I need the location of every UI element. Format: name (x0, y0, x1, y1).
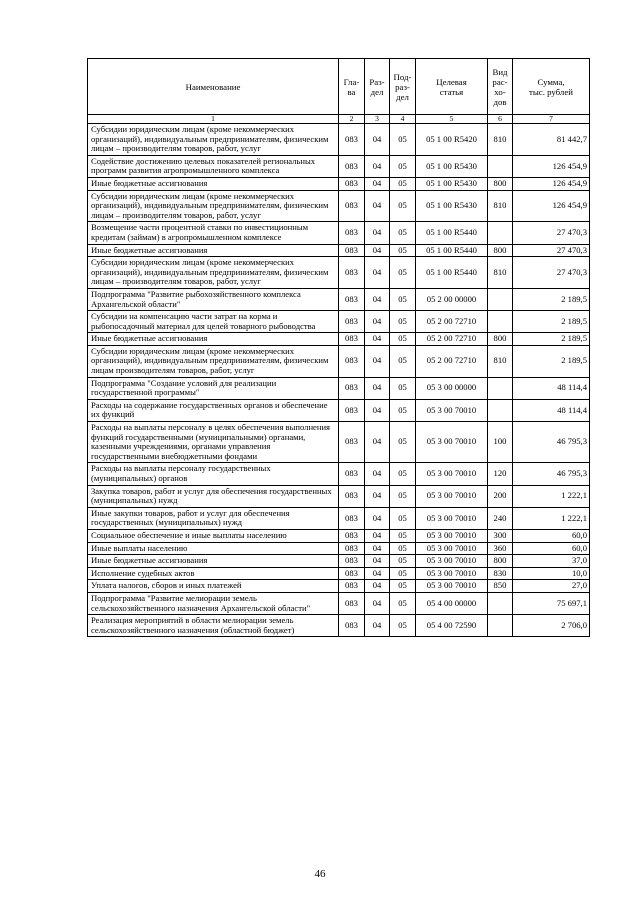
row-target-article: 05 3 00 70010 (416, 567, 488, 580)
row-amount: 2 189,5 (513, 345, 590, 377)
row-expense-type: 800 (488, 333, 513, 346)
row-subsection: 05 (390, 580, 416, 593)
row-chapter: 083 (339, 155, 365, 177)
row-name: Субсидии юридическим лицам (кроме некоммерческих организаций), индивидуальным предпринимателям, физическим лицам – производителям товаров, работ, услуг (88, 190, 339, 222)
row-name: Подпрограмма "Развитие мелиорации земель сельскохозяйственного назначения Архангельской области" (88, 592, 339, 614)
row-name: Подпрограмма "Создание условий для реализации государственной программы" (88, 377, 339, 399)
row-amount: 10,0 (513, 567, 590, 580)
header-chapter: Гла- ва (339, 59, 365, 115)
row-subsection: 05 (390, 507, 416, 529)
row-amount: 2 706,0 (513, 615, 590, 637)
row-amount: 126 454,9 (513, 155, 590, 177)
row-section: 04 (365, 345, 390, 377)
row-subsection: 05 (390, 377, 416, 399)
row-chapter: 083 (339, 190, 365, 222)
column-number: 2 (339, 115, 365, 124)
row-section: 04 (365, 615, 390, 637)
row-expense-type: 810 (488, 124, 513, 156)
row-name: Иные бюджетные ассигнования (88, 333, 339, 346)
row-amount: 1 222,1 (513, 485, 590, 507)
row-name: Иные бюджетные ассигнования (88, 177, 339, 190)
row-expense-type: 100 (488, 422, 513, 463)
row-chapter: 083 (339, 377, 365, 399)
row-target-article: 05 2 00 72710 (416, 333, 488, 346)
row-section: 04 (365, 529, 390, 542)
row-amount: 1 222,1 (513, 507, 590, 529)
row-amount: 2 189,5 (513, 288, 590, 310)
row-amount: 46 795,3 (513, 422, 590, 463)
table-row (88, 345, 590, 377)
row-subsection: 05 (390, 257, 416, 289)
row-name: Субсидии на компенсацию части затрат на корма и рыбопосадочный материал для целей товарного рыбоводства (88, 311, 339, 333)
row-name: Иные бюджетные ассигнования (88, 555, 339, 568)
row-amount: 60,0 (513, 529, 590, 542)
row-amount: 75 697,1 (513, 592, 590, 614)
row-target-article: 05 3 00 70010 (416, 555, 488, 568)
row-chapter: 083 (339, 422, 365, 463)
row-subsection: 05 (390, 567, 416, 580)
row-subsection: 05 (390, 615, 416, 637)
table-row (88, 485, 590, 507)
row-section: 04 (365, 288, 390, 310)
row-name: Субсидии юридическим лицам (кроме некоммерческих организаций), индивидуальным предпринимателям, физическим лицам – производителям товаров, работ, услуг (88, 124, 339, 156)
table-row (88, 399, 590, 421)
row-amount: 27,0 (513, 580, 590, 593)
row-name: Возмещение части процентной ставки по инвестиционным кредитам (займам) в агропромышленном комплексе (88, 222, 339, 244)
header-name: Наименование (88, 59, 339, 115)
row-target-article: 05 1 00 R5440 (416, 257, 488, 289)
row-target-article: 05 3 00 70010 (416, 529, 488, 542)
row-amount: 48 114,4 (513, 399, 590, 421)
row-name: Расходы на содержание государственных органов и обеспечение их функций (88, 399, 339, 421)
row-section: 04 (365, 155, 390, 177)
row-section: 04 (365, 567, 390, 580)
table-row (88, 190, 590, 222)
row-section: 04 (365, 311, 390, 333)
row-target-article: 05 4 00 00000 (416, 592, 488, 614)
column-number: 3 (365, 115, 390, 124)
row-name: Иные бюджетные ассигнования (88, 244, 339, 257)
row-expense-type: 200 (488, 485, 513, 507)
row-subsection: 05 (390, 244, 416, 257)
row-name: Расходы на выплаты персоналу в целях обеспечения выполнения функций государственными (муниципальными) органами, казенными учреждениями, органами управления государственными внебюджетными фондами (88, 422, 339, 463)
row-name: Иные закупки товаров, работ и услуг для обеспечения государственных (муниципальных) нужд (88, 507, 339, 529)
row-section: 04 (365, 257, 390, 289)
row-target-article: 05 3 00 70010 (416, 542, 488, 555)
row-expense-type (488, 592, 513, 614)
row-chapter: 083 (339, 507, 365, 529)
row-chapter: 083 (339, 567, 365, 580)
row-chapter: 083 (339, 555, 365, 568)
row-expense-type (488, 399, 513, 421)
row-section: 04 (365, 422, 390, 463)
row-target-article: 05 1 00 R5440 (416, 244, 488, 257)
row-target-article: 05 1 00 R5440 (416, 222, 488, 244)
row-section: 04 (365, 463, 390, 485)
row-subsection: 05 (390, 463, 416, 485)
row-target-article: 05 1 00 R5430 (416, 177, 488, 190)
row-chapter: 083 (339, 463, 365, 485)
row-name: Иные выплаты населению (88, 542, 339, 555)
row-amount: 2 189,5 (513, 311, 590, 333)
header-subsection: Под- раз- дел (390, 59, 416, 115)
row-subsection: 05 (390, 155, 416, 177)
row-expense-type: 800 (488, 555, 513, 568)
row-subsection: 05 (390, 529, 416, 542)
header-target: Целевая статья (416, 59, 488, 115)
row-section: 04 (365, 124, 390, 156)
row-chapter: 083 (339, 580, 365, 593)
row-name: Расходы на выплаты персоналу государственных (муниципальных) органов (88, 463, 339, 485)
table-row (88, 333, 590, 346)
row-expense-type: 810 (488, 190, 513, 222)
table-row (88, 124, 590, 156)
row-subsection: 05 (390, 177, 416, 190)
row-expense-type (488, 311, 513, 333)
table-row (88, 507, 590, 529)
row-target-article: 05 3 00 70010 (416, 463, 488, 485)
column-number-row (88, 115, 590, 124)
header-section: Раз- дел (365, 59, 390, 115)
row-section: 04 (365, 190, 390, 222)
table-row (88, 288, 590, 310)
row-amount: 48 114,4 (513, 377, 590, 399)
row-section: 04 (365, 592, 390, 614)
row-chapter: 083 (339, 288, 365, 310)
row-target-article: 05 3 00 70010 (416, 422, 488, 463)
table-row (88, 155, 590, 177)
table-row (88, 257, 590, 289)
row-expense-type: 120 (488, 463, 513, 485)
row-subsection: 05 (390, 422, 416, 463)
row-chapter: 083 (339, 124, 365, 156)
table-row (88, 377, 590, 399)
row-target-article: 05 1 00 R5430 (416, 190, 488, 222)
row-name: Закупка товаров, работ и услуг для обеспечения государственных (муниципальных) нужд (88, 485, 339, 507)
row-name: Подпрограмма "Развитие рыбохозяйственного комплекса Архангельской области" (88, 288, 339, 310)
row-amount: 60,0 (513, 542, 590, 555)
header-row (88, 59, 590, 115)
table-row (88, 177, 590, 190)
row-subsection: 05 (390, 190, 416, 222)
row-expense-type (488, 222, 513, 244)
table-row (88, 580, 590, 593)
budget-table (87, 58, 590, 637)
row-target-article: 05 4 00 72590 (416, 615, 488, 637)
row-expense-type (488, 377, 513, 399)
row-section: 04 (365, 333, 390, 346)
row-section: 04 (365, 580, 390, 593)
row-subsection: 05 (390, 555, 416, 568)
row-section: 04 (365, 177, 390, 190)
row-expense-type: 300 (488, 529, 513, 542)
header-expense-type: Вид рас- хо- дов (488, 59, 513, 115)
table-row (88, 567, 590, 580)
row-subsection: 05 (390, 345, 416, 377)
row-amount: 27 470,3 (513, 257, 590, 289)
table-row (88, 529, 590, 542)
table-body (88, 124, 590, 637)
row-name: Содействие достижению целевых показателей региональных программ развития агропромышленного комплекса (88, 155, 339, 177)
row-target-article: 05 3 00 70010 (416, 485, 488, 507)
row-amount: 27 470,3 (513, 222, 590, 244)
row-amount: 126 454,9 (513, 177, 590, 190)
column-number: 1 (88, 115, 339, 124)
row-amount: 2 189,5 (513, 333, 590, 346)
row-subsection: 05 (390, 542, 416, 555)
row-expense-type: 800 (488, 177, 513, 190)
row-chapter: 083 (339, 592, 365, 614)
row-subsection: 05 (390, 124, 416, 156)
row-subsection: 05 (390, 288, 416, 310)
row-chapter: 083 (339, 542, 365, 555)
row-section: 04 (365, 542, 390, 555)
table-row (88, 592, 590, 614)
row-target-article: 05 3 00 00000 (416, 377, 488, 399)
row-expense-type: 810 (488, 257, 513, 289)
row-section: 04 (365, 222, 390, 244)
row-section: 04 (365, 399, 390, 421)
row-expense-type: 850 (488, 580, 513, 593)
row-section: 04 (365, 485, 390, 507)
row-chapter: 083 (339, 244, 365, 257)
row-target-article: 05 2 00 00000 (416, 288, 488, 310)
table-row (88, 463, 590, 485)
page-number: 46 (314, 868, 326, 880)
row-target-article: 05 1 00 R5420 (416, 124, 488, 156)
row-expense-type: 360 (488, 542, 513, 555)
column-number: 5 (416, 115, 488, 124)
row-section: 04 (365, 377, 390, 399)
row-expense-type: 830 (488, 567, 513, 580)
row-expense-type (488, 155, 513, 177)
row-chapter: 083 (339, 257, 365, 289)
row-expense-type: 810 (488, 345, 513, 377)
row-chapter: 083 (339, 333, 365, 346)
row-name: Субсидии юридическим лицам (кроме некоммерческих организаций), индивидуальным предпринимателям, физическим лицам – производителям товаров, работ, услуг (88, 257, 339, 289)
row-target-article: 05 1 00 R5430 (416, 155, 488, 177)
row-chapter: 083 (339, 399, 365, 421)
row-chapter: 083 (339, 345, 365, 377)
table-row (88, 542, 590, 555)
row-chapter: 083 (339, 311, 365, 333)
row-amount: 46 795,3 (513, 463, 590, 485)
row-subsection: 05 (390, 333, 416, 346)
row-name: Социальное обеспечение и иные выплаты населению (88, 529, 339, 542)
row-chapter: 083 (339, 177, 365, 190)
row-subsection: 05 (390, 222, 416, 244)
row-target-article: 05 3 00 70010 (416, 399, 488, 421)
row-expense-type (488, 288, 513, 310)
header-amount: Сумма, тыс. рублей (513, 59, 590, 115)
row-chapter: 083 (339, 485, 365, 507)
row-amount: 27 470,3 (513, 244, 590, 257)
row-chapter: 083 (339, 615, 365, 637)
table-row (88, 222, 590, 244)
row-chapter: 083 (339, 222, 365, 244)
table-row (88, 555, 590, 568)
row-name: Реализация мероприятий в области мелиорации земель сельскохозяйственного назначения (областной бюджет) (88, 615, 339, 637)
row-expense-type: 800 (488, 244, 513, 257)
row-amount: 37,0 (513, 555, 590, 568)
row-name: Исполнение судебных актов (88, 567, 339, 580)
row-name: Уплата налогов, сборов и иных платежей (88, 580, 339, 593)
table-row (88, 422, 590, 463)
row-expense-type (488, 615, 513, 637)
table-row (88, 311, 590, 333)
row-name: Субсидии юридическим лицам (кроме некоммерческих организаций), индивидуальным предпринимателям, физическим лицам производителям товаров, работ, услуг (88, 345, 339, 377)
budget-table-sheet (87, 58, 589, 637)
row-target-article: 05 2 00 72710 (416, 311, 488, 333)
row-subsection: 05 (390, 485, 416, 507)
row-chapter: 083 (339, 529, 365, 542)
table-row (88, 615, 590, 637)
row-subsection: 05 (390, 592, 416, 614)
row-amount: 81 442,7 (513, 124, 590, 156)
row-subsection: 05 (390, 311, 416, 333)
table-row (88, 244, 590, 257)
row-section: 04 (365, 244, 390, 257)
row-target-article: 05 3 00 70010 (416, 580, 488, 593)
row-section: 04 (365, 555, 390, 568)
row-subsection: 05 (390, 399, 416, 421)
row-expense-type: 240 (488, 507, 513, 529)
column-number: 7 (513, 115, 590, 124)
row-target-article: 05 2 00 72710 (416, 345, 488, 377)
row-target-article: 05 3 00 70010 (416, 507, 488, 529)
column-number: 4 (390, 115, 416, 124)
row-amount: 126 454,9 (513, 190, 590, 222)
row-section: 04 (365, 507, 390, 529)
column-number: 6 (488, 115, 513, 124)
